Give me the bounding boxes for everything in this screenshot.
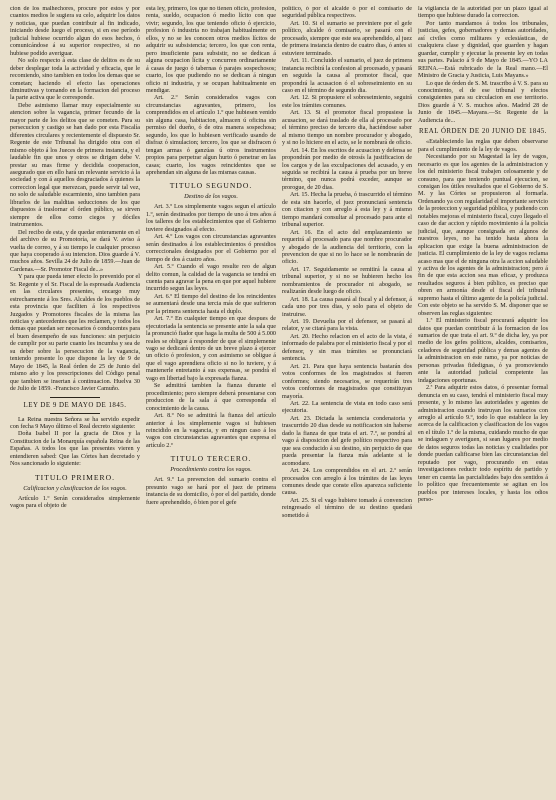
paragraph: Art. 5.º Cuando el vago resulte reo de algun delito comun, la calidad de la vagancia se tendrá en cuenta para agravar la pena en que por aquel hubiere incurrido segun las leyes. (146, 264, 276, 293)
paragraph: Art. 12. Si propusiere el sobreseimiento, seguirá este los trámites comunes. (282, 95, 412, 109)
column-2 (146, 6, 276, 794)
paragraph: Art. 3.º Los simplemente vagos segun el artículo 1.º, serán destinados por tiempo de uno á tres años á los talleres de los establecimientos que el Gobierno tuviere designados al efecto. (146, 204, 276, 233)
document-heading: LEY DE 9 DE MAYO DE 1845. (23, 401, 127, 409)
paragraph: Del recibo de esta, y de quedar enteramente en el del archivo de su Promotoría, se dará V. aviso á vuelta de correo, y á su tiempo le cualquier proceso que haya cooperado á su intencion. Dios guarde á V. muchos años. Sevilla 24 de Julio de 1859.—Juan de Cardenas.—Sr. Promotor Fiscal de...» (10, 229, 140, 273)
paragraph: Art. 23. Dictada la sentencia condenatoria y trascurrido 20 dias desde su notificacion sin haberse dado la fianza de que trata el art. 7.º, se pondrá al vago á disposicion del gefe político respectivo para que sea conducido á su destino, sin perjuicio de que pueda presentar la fianza más adelante si le acomodare. (282, 415, 412, 467)
paragraph: 2.ª Para adquirir estos datos, ó presentar formal denuncia en su caso, tendrá el ministerio fiscal muy presente, y lo mismo las autoridades y agentes de administracion cuando instruyan los sumarios con arreglo al artículo 9.º, todo lo que establece la ley acerca de la calificacion y clasificacion de los vagos en el título 1.º de la misma, cuidando mucho de que se indaguen y averiguen, si sean lugares por medio de datos seguros todas las noticias y cualidades por donde puedan calificarse bien las circunstancias del reputado por vago, procurando en estas investigaciones reducir todo espíritu de partido y tener en cuenta las parcialidades bajo dos sentidos á lo político que frecuentemente se agitan en los pueblos por intereses locales, y hasta los odios perso- (418, 385, 548, 503)
divider-rule (50, 397, 99, 398)
document-heading: REAL ÓRDEN DE 20 JUNIO DE 1845. (419, 128, 547, 136)
divider-rule (50, 413, 99, 414)
paragraph: Art. 10. Si el sumario se previniere por el gefe político, alcalde ó comisario, se pasará con el procesado, siempre que este sea aprehendido, al juez de primera instancia dentro de cuatro dias, ó antes si estuviere terminado. (282, 20, 412, 57)
paragraph: Art. 21. Para que haya sentencia bastarán dos votos conformes de los magistrados si fueren conformes; siendo necesarios, se requerirán tres votos conformes de magistrados que constituyan mayoría. (282, 363, 412, 400)
paragraph: Art. 7.º En cualquier tiempo en que despues de ejecutoriada la sentencia se presente ante la sala que la pronunció fiador que haga la multa de 500 á 5.000 reales se obligue á responder de que el simplemente vago se dedicará dentro de un breve plazo á ejercer un oficio ó profesion, y con asimismo se obligue á que el vago aprendiera oficio si no lo tuviere, y á mantenerle entretanto á sus expensas, se pondrá el vago en libertad bajo la expresada fianza. (146, 316, 276, 382)
paragraph: Se admitirá tambien la fianza durante el procedimiento; pero siempre deberá presentarse con produccion de la sala á que corresponda el conocimiento de la causa. (146, 383, 276, 412)
paragraph: Art. 13. Si el promotor fiscal propusiese la acusacion, se dará traslado de ella al procesado por el término preciso de tercero dia, haciéndose saber al mismo tiempo un nombre procurador y abogado, y si no lo hiciere en el acto, se le nombrará de oficio. (282, 110, 412, 147)
paragraph: Art. 19. Devuelta por el defensor, se pasará al relator, y se citará para la vista. (282, 319, 412, 333)
paragraph: Art. 17. Seguidamente se remitirá la causa al tribunal superior, y si no se hubieren hecho los nombramientos de procurador ni abogado, se realizarán desde luego de oficio. (282, 266, 412, 296)
paragraph: la vigilancia de la autoridad por un plazo igual al tiempo que hubiese durado la correccion. (418, 6, 548, 20)
paragraph: Necesitando por su Magestad la ley de vagos, necesario es que los agentes de la administracion y los del ministerio fiscal trabajen celosamente y de consuno, para que teniendo puntual ejecucion, se consigan los útiles resultados que el Gobierno de S. M. y las Córtes se propusieron al formarla. Ordenando ya con regularidad el importante servicio de la proteccion y seguridad pública, y pudiendo con notables mejoras el ministerio fiscal, cuyo llegado el caso de dar accion y rápido movimiento á la policía judicial, que, aunque consignada en algunos de nuestros leyes, no ha tenido hasta ahora la aplicacion que exige la buena administracion de justicia. El cumplimiento de la ley de vagos reclama acaso mas que el de ninguna otra la accion saludable y activa de los agentes de la administracion; pero á fin de que esta accion sea mas eficaz, y produzca resultados seguros á bien público, es preciso que obren en armonía desde el fiscal del tribunal supremo hasta el último agente de la policía judicial. Con este objeto se ha servido S. M. disponer que se observen las reglas siguientes: (418, 154, 548, 317)
paragraph: político, ó por el alcalde ó por el comisario de seguridad pública respectivos. (282, 6, 412, 20)
paragraph: Artículo 1.º Serán considerados simplemente vagos para el objeto de (10, 495, 140, 510)
column-4 (418, 6, 548, 794)
paragraph: Art. 20. Hecho relacion en el acto de la vista, é informado de palabra por el ministerio fiscal y por el defensor, y sin mas trámites se pronunciará sentencia. (282, 333, 412, 363)
paragraph: Debe asimismo llamar muy especialmente su atencion sobre la vagancia, primer fecundo de la mayor parte de los delitos que se cometen. Para su persecucion y castigo se han dado por esta Fiscalía diferentes circulares y recientemente el dispuesto Sr. Regente de este Tribunal ha dirigido otra con el mismo objeto á los Jueces de primera instancia, y el laudable fin que unos y otros se dirigen debe V. prestar su mas firme y decidida cooperacion, asegurado que en ello hará un relevante servicio á la sociedad y con á aquellos desgraciados á quienes la correccion legal que merezcan, puede servir tal vez, no solo de saludable escarmiento, sino tambien para librarlos de las malditas seducciones de los que dispuestos á traslornar el órden público, se sirven siempre de ellos como ciegos y dóciles instrumentos. (10, 102, 140, 229)
paragraph: La Reina nuestra Señora se ha servido expedir con fecha 9 Mayo último el Real decreto siguiente: (10, 416, 140, 431)
paragraph: Art. 22. La sentencia de vista en todo caso será ejecutoria. (282, 401, 412, 415)
paragraph: Por tanto mandamos á todos los tribunales, justicias, gefes, gobernadores y demas autoridades, así civiles como militares y eclesiásticas, de cualquiera clase y dignidad, que guarden y hagan guardar, cumplir y ejecutar la presente ley en todas sus partes. Palacio á 9 de Mayo de 1845.—YO LA REINA.—Está rubricado de la Real mano.—El Ministro de Gracia y Justicia, Luis Mayans.» (418, 20, 548, 80)
paragraph: Art. 2.º Serán considerados vagos con circunstancias agravantes, primero, los comprendidos en el artículo 1.º que hubiesen venido sin alguna casa, habitacion, almacen ú oficina sin permiso del dueño, ó de otra manera sospechosa; segundo, los que lo hubiesen verificado usando de disfraz ó simulacion; tercero, los que se disfracen ó tengan armas ó ganzúas ú otros instrumentos propios para perpetrar algun hurto ó penetrar en las casas; cuarto, los vagos reincidentes que se aprehendan sin alguna de las mismas causas. (146, 95, 276, 176)
paragraph: Y para que pueda tener efecto lo prevenido por el Sr. Regente y el Sr. Fiscal de la espresada Audiencia en las circulares presentes, encargo muy estrechamente á los Sres. Alcaldes de los pueblos de esta provincia que faciliten á los respectivos Juzgados y Promotores fiscales de la misma las noticias y antecedentes que les reclamen, y todos los demas que puedan ser necesarios ó conducentes para el buen desempeño de sus funciones: sin perjuicio de cumplir por su parte cuanto les incumba y sea de su deber sobre la persecucion de la vagancia, teniendo presente lo que dispone la ley de 9 de Mayo de 1845, la Real órden de 25 de Junio del mismo año y los prescripciones del Código penal que tambien se insertan á continuacion. Huelva 30 de Julio de 1859. -Francisco Javier Camuño. (10, 274, 140, 393)
paragraph: Art. 24. Los comprendidos en el art. 2.º serán procesados con arreglo á los trámites de las leyes comunes desde que conste ellos aparezca suficiente causa. (282, 468, 412, 497)
column-1 (10, 6, 140, 794)
paragraph: esta ley, primero, los que no tienen oficio, profesion, renta, sueldo, ocupacion ó medio lícito con que vivir; segundo, los que teniendo oficio ó ejercicio, profesion ó industria no trabajan habitualmente en ellos, y no se les conocen otros medios lícitos de adquirir su subsistencia; tercero, los que con renta, pero insuficiente para subsistir, no se dedican á alguna ocupacion lícita y concurren ordinariamente á casas de juego ó tabernas ó parajes sospechosos; cuarto, los que pudiendo no se dedican á ningun oficio ni industria, y se ocupan habitualmente en mendigar. (146, 6, 276, 94)
paragraph: Art. 6.º El tiempo del destino de los reincidentes se aumentará desde una tercia más de que sufrieron por la primera sentencia hasta el duplo. (146, 293, 276, 315)
paragraph: Art. 14. En los escritos de acusacion y defensa se propondrán por medio de otrosís la justificacion de los cargos y de las exculpaciones del acusado, y en seguida se recibirá la causa á prueba por un breve término, que nunca podrá exceder, aunque se prorogue, de 20 dias. (282, 147, 412, 191)
paragraph: Art. 9.º La prevencion del sumario contra el presunto vago se hará por el juez de primera instancia de su domicilio, ó por el del partido, donde fuere aprehendido, ó bien por el gefe (146, 477, 276, 506)
column-3 (282, 6, 412, 794)
paragraph: Art. 16. En el acto del emplazamiento se requerirá al procesado para que nombre procurador y abogado de la audiencia del territorio, con la prevencion de que si no lo hace se le nombrarán de oficio. (282, 229, 412, 266)
paragraph: Art. 8.º No se admitirá la fianza del artículo anterior á los simplemente vagos si hubiesen reincidido en la vagancia, y en ningun caso á los vagos con circunstancias agravantes que expresa el artículo 2.º (146, 413, 276, 449)
section-subheading: Calificacion y clasificacion de los vagos. (23, 484, 127, 492)
paragraph: cion de los malhechores, procure por estos y por cuantos medios le sugiera su celo, adquirir los datos y noticias, que puedan contribuir al fin indicado, iniciando desde luego el proceso, si en ese período judicial hubiese ocurrido algun do esos hechos, ó comunicándose á su superior respectivo, si no hubiese podido averiguar. (10, 6, 140, 57)
paragraph: Art. 25. Si el vago hubiere tomado á convencion reingresado el término de su destino quedará sometido á (282, 497, 412, 519)
section-subheading: Destino de los vagos. (184, 193, 238, 201)
paragraph: «Estableciendo las reglas que deben observarse para el cumplimiento de la ley de vagos. (418, 139, 548, 153)
section-subheading: Procedimiento contra los vagos. (170, 466, 252, 474)
paragraph: Art. 15. Hecha la prueba, ó trascurrido el término de esta sin hacerlo, el juez pronunciará sentencia con citacion y con arreglo á esta ley y á mismo tiempo mandará consultar al procesado para ante el tribunal superior. (282, 192, 412, 229)
paragraph: Art. 11. Concluido el sumario, el juez de primera instancia recibirá la confesion al procesado, y pasará en seguida la causa al promotor fiscal, que propondrá la acusacion ó el sobreseimiento en su caso en el término de segundo dia. (282, 58, 412, 94)
section-heading: TITULO TERCERO. (170, 454, 252, 464)
section-heading: TITULO PRIMERO. (35, 472, 115, 482)
paragraph: No solo respecto á esta clase de delitos es de su deber desplegar toda la actividad y eficacia, que le recomiendo, sino tambien en todos los demas que se cometan; haciendo el efecto las operaciones diminutivas y tomando en la formacion del proceso la parte activa que le corresponde. (10, 58, 140, 102)
paragraph: Art. 18. La causa pasará al fiscal y al defensor, á cada uno por tres dias, y solo para el objeto de instruirse. (282, 296, 412, 318)
paragraph: Lo que de órden de S. M. trascribo á V. S. para su conocimiento, el de ese tribunal y efectos consiguientes para su circulacion en ese territorio. Dios guarde á V. S. muchos años. Madrid 28 de Junio de 1845.—Mayans.—Sr. Regente de la Audiencia de... (418, 80, 548, 124)
paragraph: 1.ª El ministerio fiscal procurará adquirir los datos que puedan contribuir á la formacion de los sumarios de que trata el art. 9.º de dicha ley, ya por medio de los gefes políticos, alcaldes, comisarios, celadores de seguridad pública y demas agentes de la administracion en este ramo, ya por noticias de personas privadas fidedignas, ó ya promoviendo ante la autoridad judicial competente las indagaciones oportunas. (418, 318, 548, 384)
section-heading: TITULO SEGUNDO. (169, 181, 253, 191)
paragraph: Doña Isabel II por la gracia de Dios y la Constitucion de la Monarquía española Reina de las Españas. A todos los que las presentes vieren y entendieren sabed: Que las Córtes han decretado y Nos sancionado lo siguiente: (10, 431, 140, 468)
paragraph: Art. 4.º Los vagos con circunstancias agravantes serán destinados á los establecimientos ó presidios correccionales designados por el Gobierno por el tiempo de dos á cuatro años. (146, 234, 276, 263)
